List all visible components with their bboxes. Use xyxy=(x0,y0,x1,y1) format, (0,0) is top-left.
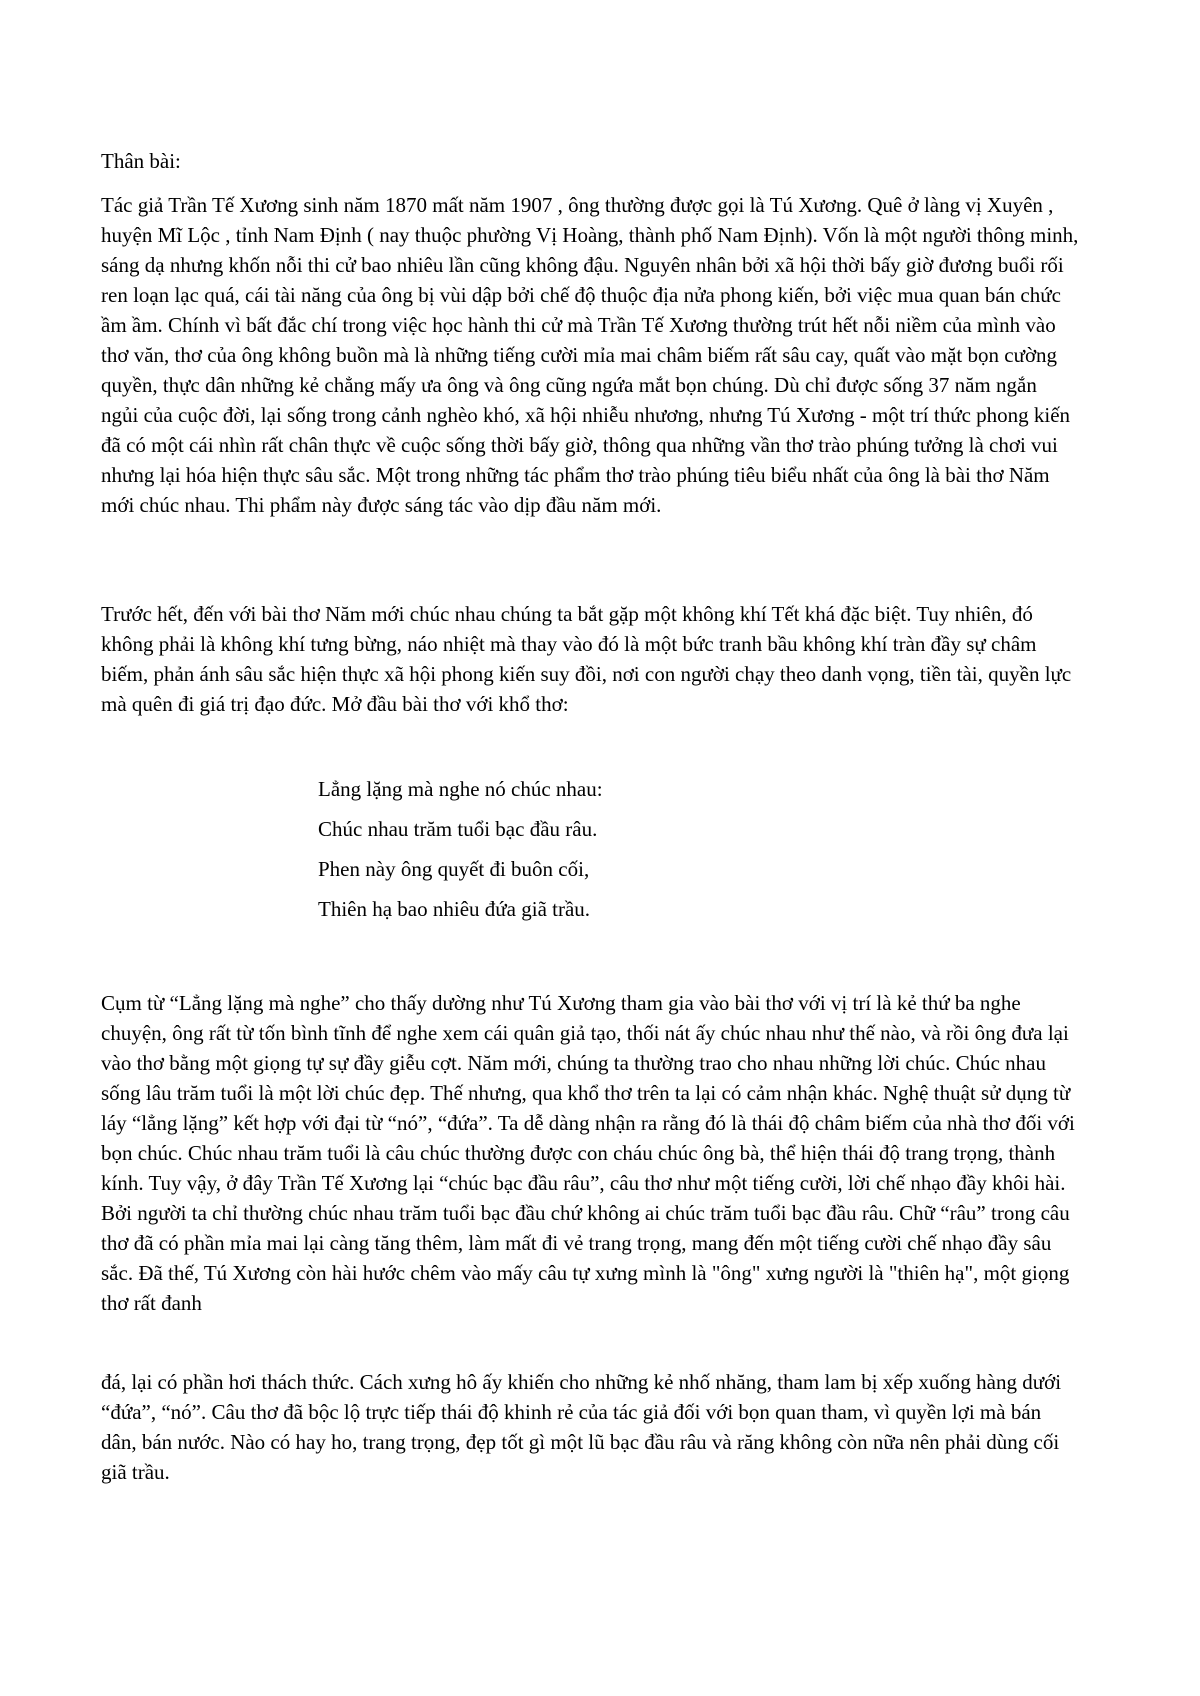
poem-line: Chúc nhau trăm tuổi bạc đầu râu. xyxy=(318,817,598,841)
paragraph-author-intro: Tác giả Trần Tế Xương sinh năm 1870 mất năm 1907 , ông thường được gọi là Tú Xương. Quê ở làng vị Xuyên , huyện Mĩ Lộc , tỉnh Nam Định ( nay thuộc phường Vị Hoàng, thành phố Nam Định). Vốn là một người thông minh, sáng dạ nhưng khốn nỗi thi cử bao nhiêu lần cũng không đậu. Nguyên nhân bởi xã hội thời bấy giờ đương buổi rối ren loạn lạc quá, cái tài năng của ông bị vùi dập bởi chế độ thuộc địa nửa phong kiến, bởi việc mua quan bán chức ầm ầm. Chính vì bất đắc chí trong việc học hành thi cử mà Trần Tế Xương thường trút hết nỗi niềm của mình vào thơ văn, thơ của ông không buồn mà là những tiếng cười mỉa mai châm biếm rất sâu cay, quất vào mặt bọn cường quyền, thực dân những kẻ chẳng mấy ưa ông và ông cũng ngứa mắt bọn chúng. Dù chỉ được sống 37 năm ngắn ngủi của cuộc đời, lại sống trong cảnh nghèo khó, xã hội nhiễu nhương, nhưng Tú Xương - một trí thức phong kiến đã có một cái nhìn rất chân thực về cuộc sống thời bấy giờ, thông qua những vần thơ trào phúng tưởng là chơi vui nhưng lại hóa hiện thực sâu sắc. Một trong những tác phẩm thơ trào phúng tiêu biểu nhất của ông là bài thơ Năm mới chúc nhau. Thi phẩm này được sáng tác vào dịp đầu năm mới. xyxy=(101,193,1079,517)
poem-line: Lẳng lặng mà nghe nó chúc nhau: xyxy=(318,777,603,801)
poem-stanza xyxy=(318,769,1018,929)
poem-line: Thiên hạ bao nhiêu đứa giã trầu. xyxy=(318,897,591,921)
paragraph-analysis: Cụm từ “Lẳng lặng mà nghe” cho thấy dường như Tú Xương tham gia vào bài thơ với vị trí là kẻ thứ ba nghe chuyện, ông rất từ tốn bình tĩnh để nghe xem cái quân giả tạo, thối nát ấy chúc nhau như thế nào, và rồi ông đưa lại vào thơ bằng một giọng tự sự đầy giễu cợt. Năm mới, chúng ta thường trao cho nhau những lời chúc. Chúc nhau sống lâu trăm tuổi là một lời chúc đẹp. Thế nhưng, qua khổ thơ trên ta lại có cảm nhận khác. Nghệ thuật sử dụng từ láy “lẳng lặng” kết hợp với đại từ “nó”, “đứa”. Ta dễ dàng nhận ra rằng đó là thái độ châm biếm của nhà thơ đối với bọn chúc. Chúc nhau trăm tuổi là câu chúc thường được con cháu chúc ông bà, thể hiện thái độ trang trọng, thành kính. Tuy vậy, ở đây Trần Tế Xương lại “chúc bạc đầu râu”, câu thơ như một tiếng cười, lời chế nhạo đầy khôi hài. Bởi người ta chỉ thường chúc nhau trăm tuổi bạc đầu chứ không ai chúc trăm tuổi bạc đầu râu. Chữ “râu” trong câu thơ đã có phần mỉa mai lại càng tăng thêm, làm mất đi vẻ trang trọng, mang đến một tiếng cười chế nhạo đầy sâu sắc. Đã thế, Tú Xương còn hài hước chêm vào mấy câu tự xưng mình là "ông" xưng người là "thiên hạ", một giọng thơ rất đanh xyxy=(101,991,1075,1315)
poem-line: Phen này ông quyết đi buôn cối, xyxy=(318,857,590,881)
section-heading: Thân bài: xyxy=(101,149,181,173)
paragraph-poem-intro: Trước hết, đến với bài thơ Năm mới chúc nhau chúng ta bắt gặp một không khí Tết khá đặc biệt. Tuy nhiên, đó không phải là không khí tưng bừng, náo nhiệt mà thay vào đó là một bức tranh bầu không khí tràn đầy sự châm biếm, phản ánh sâu sắc hiện thực xã hội phong kiến suy đồi, nơi con người chạy theo danh vọng, tiền tài, quyền lực mà quên đi giá trị đạo đức. Mở đầu bài thơ với khổ thơ: xyxy=(101,602,1072,716)
paragraph-analysis-continued: đá, lại có phần hơi thách thức. Cách xưng hô ấy khiến cho những kẻ nhố nhăng, tham lam bị xếp xuống hàng dưới “đứa”, “nó”. Câu thơ đã bộc lộ trực tiếp thái độ khinh rẻ của tác giả đối với bọn quan tham, vì quyền lợi mà bán dân, bán nước. Nào có hay ho, trang trọng, đẹp tốt gì một lũ bạc đầu râu và răng không còn nữa nên phải dùng cối giã trầu. xyxy=(101,1370,1062,1484)
